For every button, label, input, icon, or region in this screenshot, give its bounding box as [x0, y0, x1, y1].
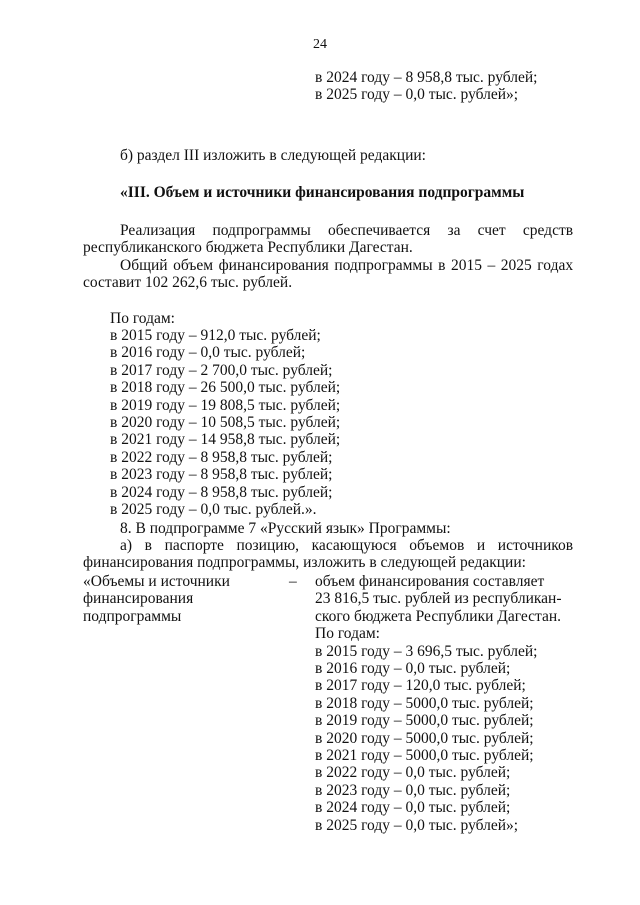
list-item: в 2023 году – 0,0 тыс. рублей; [315, 781, 511, 799]
word: средств [522, 222, 574, 239]
section-heading: «III. Объем и источники финансирования подпрограммы [120, 184, 525, 201]
years-list [110, 327, 340, 518]
item-8a-line-1 [120, 537, 573, 554]
word: Общий [120, 257, 168, 274]
dash: – [289, 573, 297, 590]
word: обеспечивается [327, 222, 431, 239]
item-8: 8. В подпрограмме 7 «Русский язык» Программы: [120, 520, 451, 537]
passport-left-column [83, 573, 230, 625]
paragraph-2-line-2: составит 102 262,6 тыс. рублей. [83, 274, 293, 291]
word: финансирования [218, 257, 329, 274]
list-item: в 2020 году – 10 508,5 тыс. рублей; [110, 414, 341, 432]
word: в [438, 257, 446, 274]
list-item: в 2023 году – 8 958,8 тыс. рублей; [110, 466, 333, 484]
list-item: в 2019 году – 19 808,5 тыс. рублей; [110, 396, 341, 414]
text-line: По годам: [315, 625, 380, 643]
word: за [447, 222, 461, 239]
word: паспорте [164, 537, 224, 554]
list-item: в 2021 году – 14 958,8 тыс. рублей; [110, 431, 341, 449]
list-item: в 2015 году – 3 696,5 тыс. рублей; [315, 642, 538, 660]
word: подпрограммы [212, 222, 311, 239]
paragraph-1-line-2: республиканского бюджета Республики Дагестан. [83, 239, 413, 256]
word: и [476, 537, 486, 554]
list-item: в 2015 году – 912,0 тыс. рублей; [110, 327, 321, 344]
list-item: в 2024 году – 8 958,8 тыс. рублей; [110, 483, 333, 501]
text-line: в 2024 году – 8 958,8 тыс. рублей; [315, 69, 538, 86]
word: 2015 [451, 257, 482, 274]
paragraph-2-line-1 [120, 257, 573, 274]
text-line: финансирования [83, 590, 194, 608]
list-item: в 2016 году – 0,0 тыс. рублей; [110, 344, 306, 362]
list-item: в 2022 году – 8 958,8 тыс. рублей; [110, 448, 333, 466]
word: – [487, 257, 496, 274]
word: объемов [409, 537, 465, 554]
top-lines [315, 69, 537, 104]
list-item: в 2022 году – 0,0 тыс. рублей; [315, 764, 511, 782]
list-item: в 2018 году – 26 500,0 тыс. рублей; [110, 379, 341, 397]
list-item: в 2016 году – 0,0 тыс. рублей; [315, 660, 511, 678]
list-item: в 2017 году – 120,0 тыс. рублей; [315, 677, 526, 695]
text-line: подпрограммы [83, 607, 182, 625]
text-line: ского бюджета Республики Дагестан. [315, 607, 562, 625]
word: 2025 [500, 257, 532, 274]
passport-right-column [315, 573, 562, 834]
page-number: 24 [313, 37, 327, 52]
list-item: в 2017 году – 2 700,0 тыс. рублей; [110, 361, 333, 379]
section-b-instruction: б) раздел III изложить в следующей редакции: [120, 147, 426, 164]
list-item: в 2021 году – 5000,0 тыс. рублей; [315, 747, 534, 765]
word: Реализация [120, 222, 196, 239]
word: источников [497, 537, 574, 554]
list-item: в 2024 году – 0,0 тыс. рублей; [315, 799, 511, 817]
text-line: в 2025 году – 0,0 тыс. рублей»; [315, 86, 519, 104]
item-8a-line-2: финансирования подпрограммы, изложить в следующей редакции: [83, 554, 526, 571]
list-item: в 2019 году – 5000,0 тыс. рублей; [315, 712, 534, 730]
list-item: в 2020 году – 5000,0 тыс. рублей; [315, 729, 534, 747]
word: подпрограммы [334, 257, 433, 274]
word: позицию, [236, 537, 300, 554]
word: касающуюся [311, 537, 397, 554]
word: объем [173, 257, 214, 274]
text-line: «Объемы и источники [83, 573, 230, 590]
word: в [144, 537, 152, 554]
list-item: в 2018 году – 5000,0 тыс. рублей; [315, 694, 534, 712]
word: годах [537, 257, 574, 274]
paragraph-1-line-1 [120, 222, 573, 239]
text-line: 23 816,5 тыс. рублей из республикан- [315, 590, 562, 608]
text-line: объем финансирования составляет [315, 573, 545, 590]
word: а) [120, 537, 133, 554]
by-years-label: По годам: [110, 310, 175, 327]
word: счет [477, 222, 506, 239]
list-item: в 2025 году – 0,0 тыс. рублей»; [315, 816, 519, 834]
list-item: в 2025 году – 0,0 тыс. рублей.». [110, 501, 317, 519]
